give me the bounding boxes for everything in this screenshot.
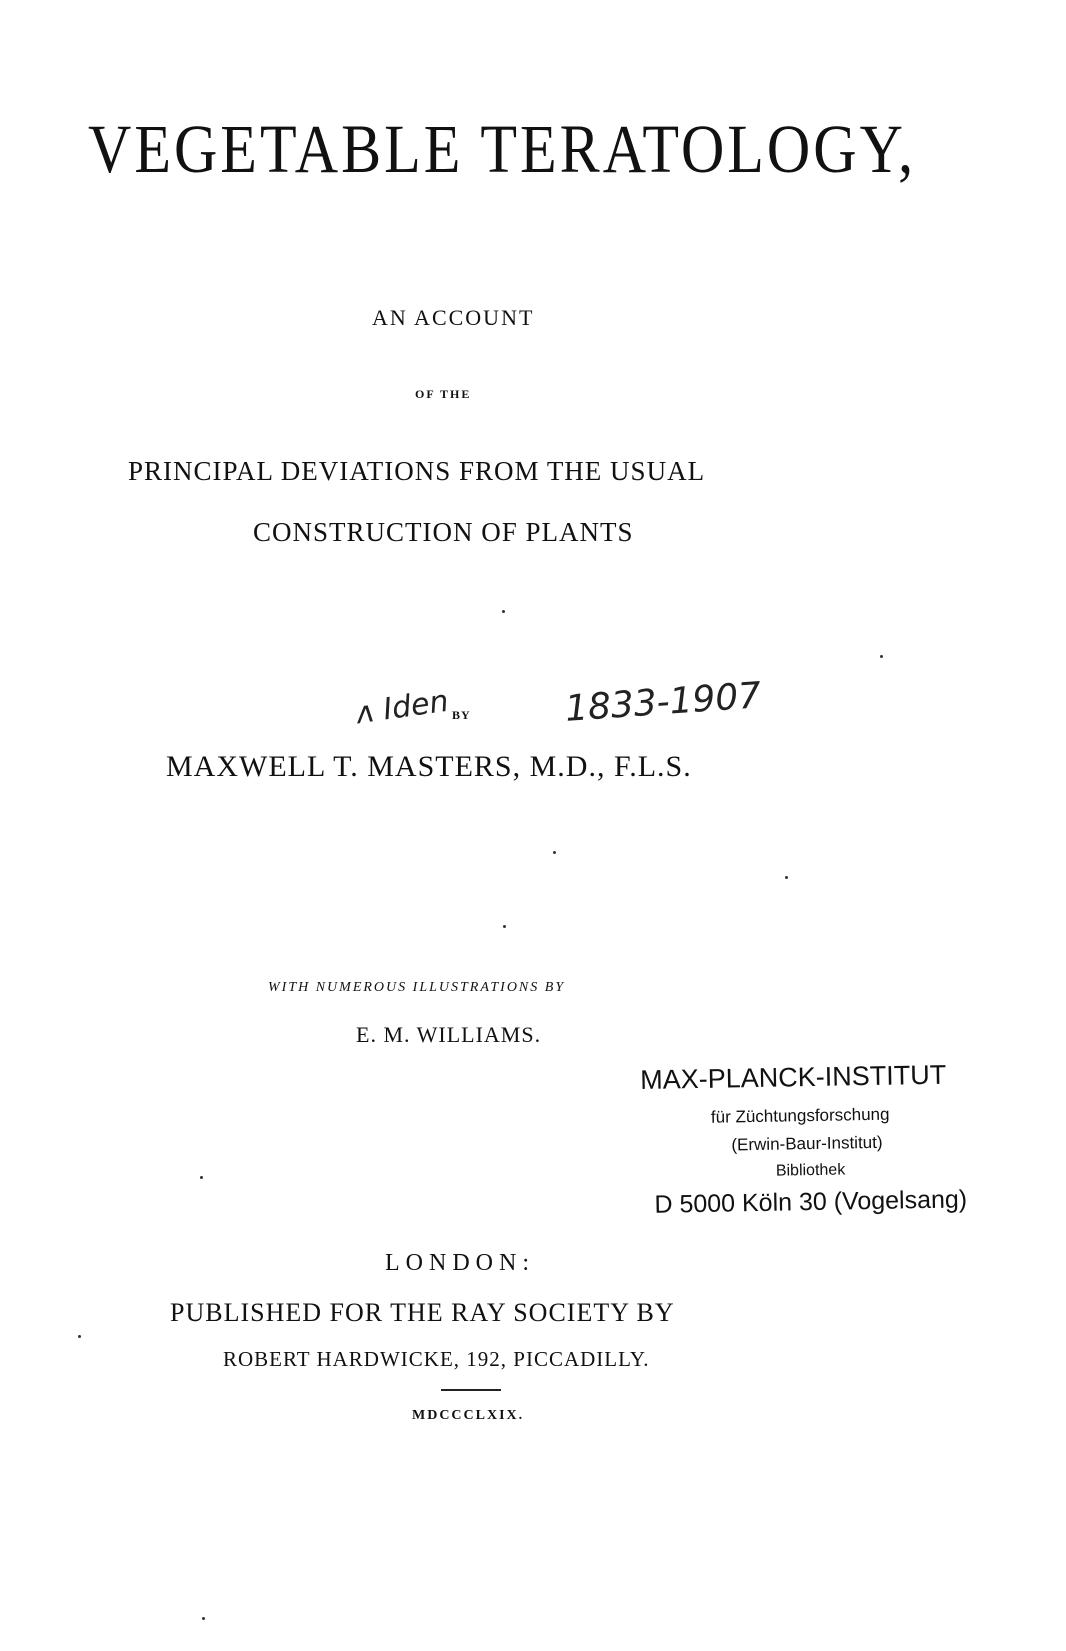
stamp-address: D 5000 Köln 30 (Vogelsang): [654, 1185, 968, 1219]
stamp-subinstitute: (Erwin-Baur-Institut): [731, 1132, 883, 1155]
stamp-library: Bibliothek: [775, 1161, 846, 1180]
speck: [200, 1176, 203, 1179]
subtitle-of-the: OF THE: [415, 387, 472, 401]
speck: [880, 655, 883, 658]
subtitle-construction-of-plants: CONSTRUCTION OF PLANTS: [253, 517, 634, 547]
author-name: MAXWELL T. MASTERS, M.D., F.L.S.: [166, 750, 692, 783]
imprint-city: LONDON:: [385, 1250, 535, 1276]
illustrator-name: E. M. WILLIAMS.: [356, 1022, 542, 1047]
publication-year: MDCCCLXIX.: [412, 1408, 525, 1423]
library-stamp: [640, 1058, 1020, 1219]
illustrations-note: WITH NUMEROUS ILLUSTRATIONS BY: [268, 980, 566, 995]
subtitle-principal-deviations: PRINCIPAL DEVIATIONS FROM THE USUAL: [128, 456, 706, 486]
speck: [78, 1335, 81, 1338]
subtitle-an-account: AN ACCOUNT: [372, 305, 535, 330]
speck: [785, 876, 788, 879]
handwritten-name-annotation: ʌ Iden: [354, 683, 451, 732]
divider-rule: [441, 1389, 501, 1391]
imprint-published-for: PUBLISHED FOR THE RAY SOCIETY BY: [170, 1298, 675, 1327]
speck: [553, 851, 556, 854]
speck: [503, 925, 506, 928]
stamp-department: für Züchtungsforschung: [710, 1104, 890, 1127]
handwritten-dates-annotation: 1833-1907: [563, 675, 763, 730]
by-label: BY: [452, 708, 471, 722]
imprint-publisher: ROBERT HARDWICKE, 192, PICCADILLY.: [223, 1347, 650, 1371]
speck: [202, 1617, 205, 1620]
speck: [502, 610, 505, 613]
stamp-institute: MAX-PLANCK-INSTITUT: [640, 1059, 947, 1095]
book-title: VEGETABLE TERATOLOGY,: [88, 111, 917, 188]
